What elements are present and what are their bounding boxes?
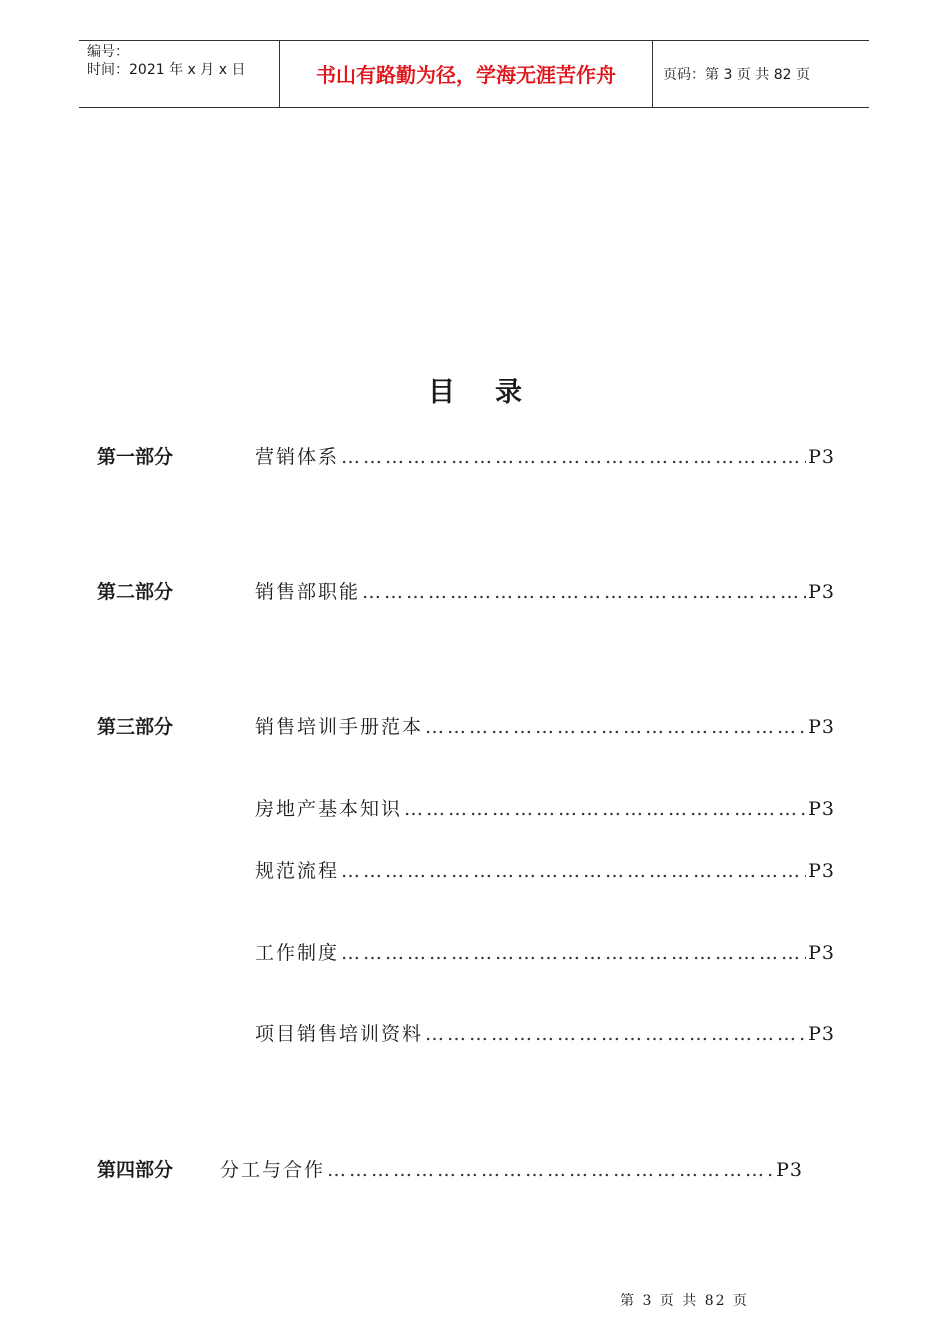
part-label-3: 第三部分 (97, 716, 174, 738)
toc-entry-label: 规范流程 (255, 860, 340, 882)
header-meta-cell (79, 41, 280, 107)
header-motto-cell (280, 41, 653, 107)
part-label-4: 第四部分 (97, 1159, 174, 1181)
header-page-info: 页码：第 3 页 共 82 页 (663, 67, 810, 83)
toc-entry-page: P3 (808, 798, 835, 820)
date-line: 时间：2021 年 x 月 x 日 (87, 62, 246, 78)
toc-entry-label: 工作制度 (255, 942, 340, 964)
leader-dots (425, 1021, 806, 1047)
toc-entry-label: 项目销售培训资料 (255, 1023, 424, 1045)
leader-dots (341, 444, 806, 470)
page-footer: 第 3 页 共 82 页 (620, 1293, 749, 1309)
toc-entry-page: P3 (808, 581, 835, 603)
part-label-2: 第二部分 (97, 581, 174, 603)
toc-entry-1[interactable] (255, 444, 835, 470)
toc-entry-page: P3 (808, 1023, 835, 1045)
toc-entry-page: P3 (808, 942, 835, 964)
toc-title: 目录 (428, 377, 562, 408)
toc-entry-6[interactable] (255, 940, 835, 966)
leader-dots (425, 714, 806, 740)
leader-dots (341, 858, 806, 884)
toc-entry-2[interactable] (255, 579, 835, 605)
leader-dots (404, 796, 806, 822)
toc-entry-label: 房地产基本知识 (255, 798, 403, 820)
part-label-1: 第一部分 (97, 446, 174, 468)
toc-entry-page: P3 (808, 860, 835, 882)
toc-entry-4[interactable] (255, 796, 835, 822)
toc-entry-page: P3 (808, 446, 835, 468)
toc-entry-label: 销售培训手册范本 (255, 716, 424, 738)
leader-dots (362, 579, 806, 605)
document-header (79, 40, 869, 108)
leader-dots (341, 940, 806, 966)
toc-entry-label: 销售部职能 (255, 581, 361, 603)
header-page-cell (653, 41, 869, 107)
toc-entry-label: 营销体系 (255, 446, 340, 468)
toc-entry-5[interactable] (255, 858, 835, 884)
serial-label: 编号： (87, 44, 129, 60)
toc-entry-page: P3 (776, 1159, 803, 1181)
toc-entry-3[interactable] (255, 714, 835, 740)
toc-entry-label: 分工与合作 (220, 1159, 326, 1181)
toc-entry-8[interactable] (220, 1157, 803, 1183)
toc-entry-7[interactable] (255, 1021, 835, 1047)
leader-dots (327, 1157, 774, 1183)
toc-entry-page: P3 (808, 716, 835, 738)
motto: 书山有路勤为径，学海无涯苦作舟 (316, 63, 616, 87)
